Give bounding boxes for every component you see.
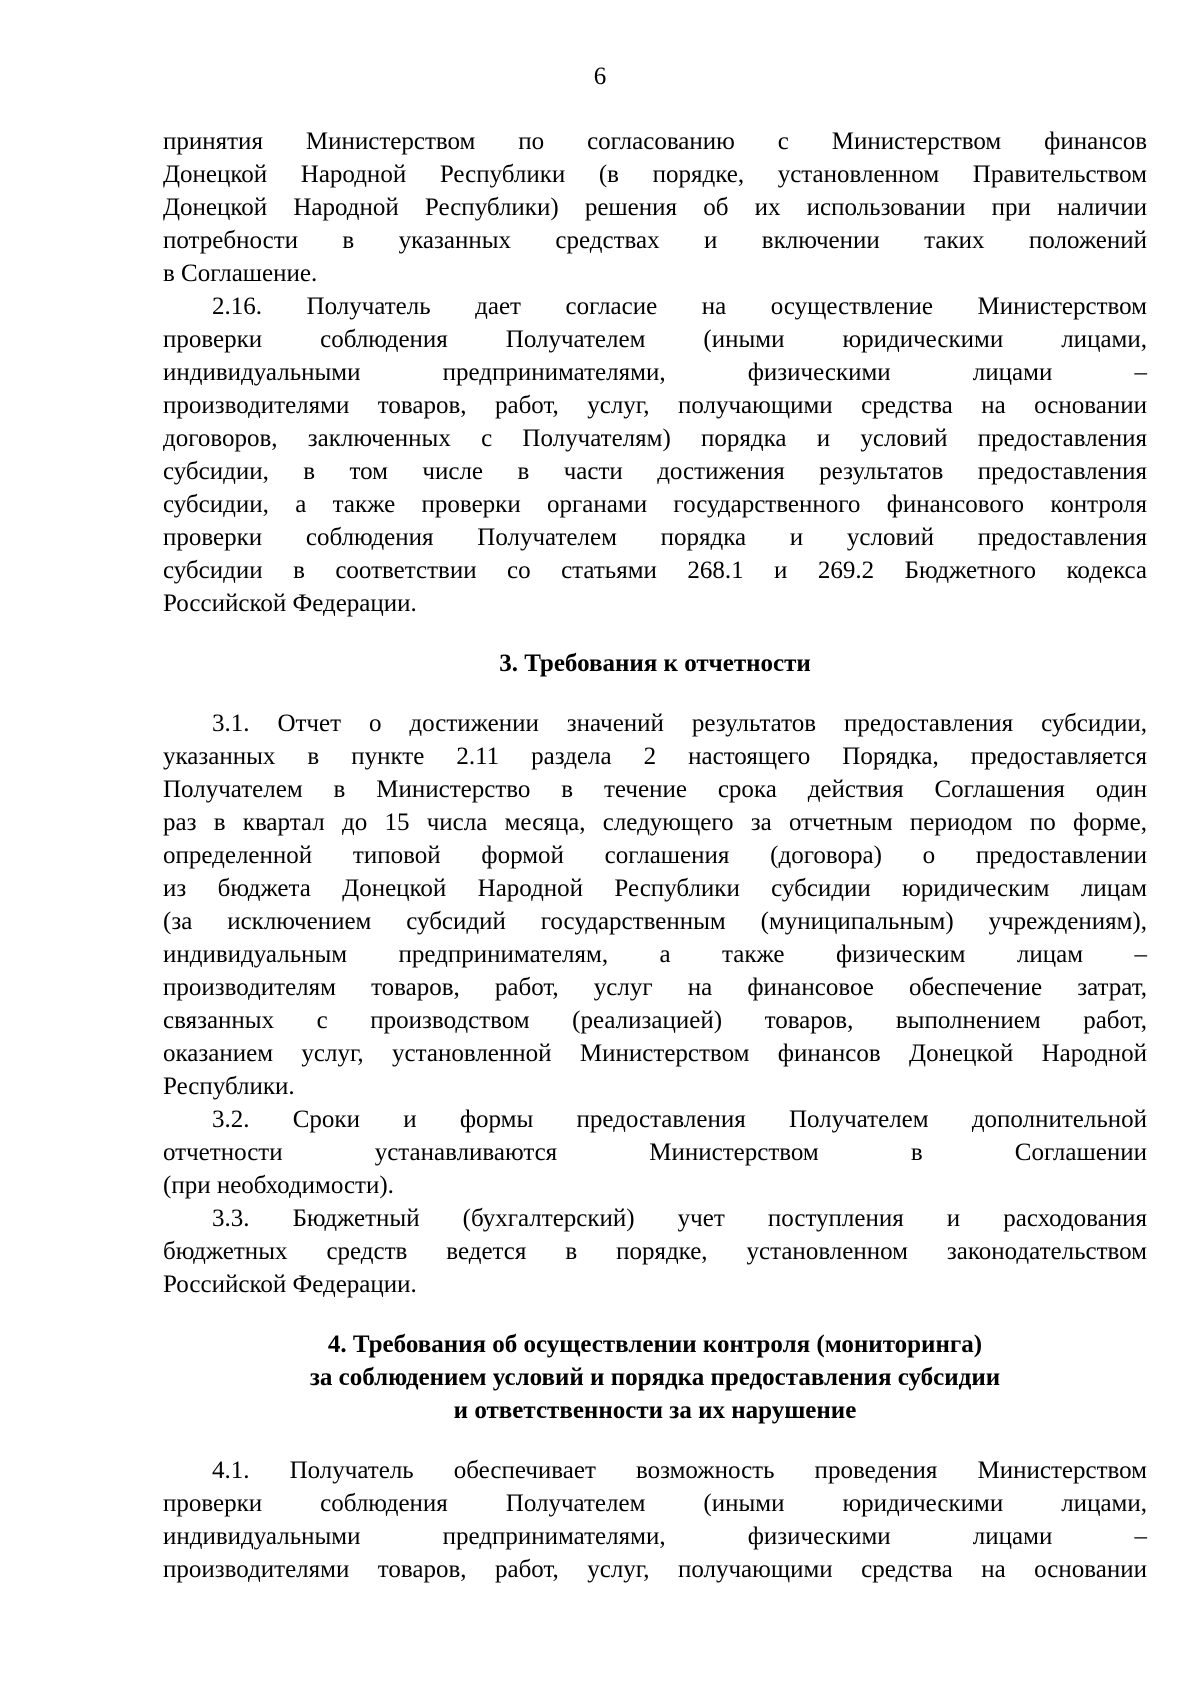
text-line: Российской Федерации. — [163, 590, 417, 617]
text-line: 3.3. Бюджетный (бухгалтерский) учет поступления и расходования — [212, 1205, 1147, 1232]
text-line: проверки соблюдения Получателем (иными юридическими лицами, — [163, 326, 1147, 353]
heading-line: за соблюдением условий и порядка предоставления субсидии — [309, 1364, 1001, 1391]
text-line: индивидуальными предпринимателями, физическими лицами – — [163, 1523, 1147, 1550]
text-line: указанных в пункте 2.11 раздела 2 настоящего Порядка, предоставляется — [163, 743, 1147, 770]
section-heading-3: 3. Требования к отчетности — [499, 650, 811, 677]
text-line: (при необходимости). — [163, 1172, 394, 1199]
text-line: производителями товаров, работ, услуг, получающими средства на основании — [163, 1556, 1147, 1583]
text-line: производителями товаров, работ, услуг, получающими средства на основании — [163, 392, 1147, 419]
text-line: 3.2. Сроки и формы предоставления Получателем дополнительной — [212, 1106, 1147, 1133]
section-heading-4 — [163, 1328, 1147, 1427]
text-line: 2.16. Получатель дает согласие на осуществление Министерством — [212, 293, 1147, 320]
text-line: раз в квартал до 15 числа месяца, следующего за отчетным периодом по форме, — [163, 809, 1147, 836]
text-line: оказанием услуг, установленной Министерством финансов Донецкой Народной — [163, 1040, 1147, 1067]
text-line: Российской Федерации. — [163, 1271, 417, 1298]
text-line: принятия Министерством по согласованию с Министерством финансов — [163, 128, 1147, 155]
text-line: субсидии в соответствии со статьями 268.1 и 269.2 Бюджетного кодекса — [163, 557, 1147, 584]
text-line: субсидии, в том числе в части достижения результатов предоставления — [163, 458, 1147, 485]
text-line: связанных с производством (реализацией) товаров, выполнением работ, — [163, 1007, 1147, 1034]
text-line: Республики. — [163, 1073, 295, 1100]
text-line: потребности в указанных средствах и включении таких положений — [163, 227, 1147, 254]
text-line: проверки соблюдения Получателем (иными юридическими лицами, — [163, 1490, 1147, 1517]
text-line: производителям товаров, работ, услуг на финансовое обеспечение затрат, — [163, 974, 1147, 1001]
heading-line: 4. Требования об осуществлении контроля (мониторинга) — [327, 1331, 983, 1358]
text-line: определенной типовой формой соглашения (договора) о предоставлении — [163, 842, 1147, 869]
paragraph-3-1 — [163, 707, 1147, 1103]
paragraph-4-1 — [163, 1454, 1147, 1586]
text-line: индивидуальными предпринимателями, физическими лицами – — [163, 359, 1147, 386]
paragraph-2-16 — [163, 290, 1147, 620]
text-line: из бюджета Донецкой Народной Республики субсидии юридическим лицам — [163, 875, 1147, 902]
text-line: Донецкой Народной Республики (в порядке, установленном Правительством — [163, 161, 1147, 188]
paragraph-3-2 — [163, 1103, 1147, 1202]
paragraph-continuation — [163, 125, 1147, 290]
paragraph-3-3 — [163, 1202, 1147, 1301]
heading-line: и ответственности за их нарушение — [453, 1397, 857, 1424]
text-line: 4.1. Получатель обеспечивает возможность проведения Министерством — [212, 1457, 1147, 1484]
text-line: договоров, заключенных с Получателям) порядка и условий предоставления — [163, 425, 1147, 452]
page-number: 6 — [593, 63, 607, 90]
text-line: в Соглашение. — [163, 260, 318, 287]
text-line: субсидии, а также проверки органами государственного финансового контроля — [163, 491, 1147, 518]
text-line: индивидуальным предпринимателям, а также физическим лицам – — [163, 941, 1147, 968]
text-line: бюджетных средств ведется в порядке, установленном законодательством — [163, 1238, 1147, 1265]
text-line: проверки соблюдения Получателем порядка и условий предоставления — [163, 524, 1147, 551]
text-line: 3.1. Отчет о достижении значений результатов предоставления субсидии, — [212, 710, 1147, 737]
text-line: Донецкой Народной Республики) решения об их использовании при наличии — [163, 194, 1147, 221]
text-line: Получателем в Министерство в течение срока действия Соглашения один — [163, 776, 1147, 803]
text-line: (за исключением субсидий государственным (муниципальным) учреждениям), — [163, 908, 1147, 935]
text-line: отчетности устанавливаются Министерством в Соглашении — [163, 1139, 1147, 1166]
